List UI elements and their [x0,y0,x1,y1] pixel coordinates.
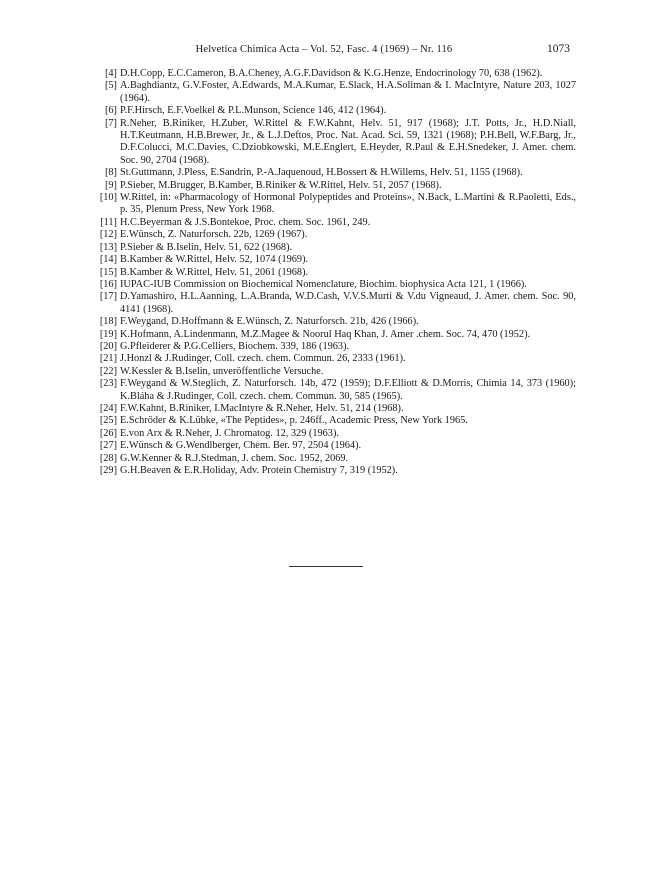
reference-number: [9] [104,179,117,191]
reference-number: [7] [104,117,117,129]
reference-number: [20] [99,340,117,352]
reference-text: E.von Arx & R.Neher, J. Chromatog. 12, 329 (1963). [120,427,339,439]
reference-text: W.Kessler & B.Iselin, unveröffentliche Versuche. [120,365,324,377]
reference-number: [10] [99,192,117,204]
reference-item [91,217,576,229]
reference-number: [4] [104,68,117,79]
reference-item [91,291,576,316]
reference-number: [26] [99,427,117,439]
reference-number: [15] [99,266,117,278]
reference-text: R.Neher, B.Riniker, H.Zuber, W.Rittel & F.W.Kahnt, Helv. 51, 917 (1968); J.T. Potts, Jr., H.D.Niall, H.T.Keutmann, H.B.Brewer, Jr., & L.J.Deftos, Proc. Nat. Acad. Sci. 59, 1321 (1968); P.H.Bell, W.F.Barg, Jr., D.F.Colucci, M.C.Davies, C.Dziobkowski, M.E.Englert, E.Heyder, R.Paul & E.H.Snedeker, J. Amer. chem. Soc. 90, 2704 (1968). [120,117,576,166]
reference-item [91,403,576,415]
reference-number: [5] [104,80,117,92]
reference-number: [27] [99,440,117,452]
reference-text: G.W.Kenner & R.J.Stedman, J. chem. Soc. 1952, 2069. [120,452,349,464]
reference-number: [25] [99,415,117,427]
reference-text: G.H.Beaven & E.R.Holiday, Adv. Protein Chemistry 7, 319 (1952). [120,465,398,476]
reference-item [91,167,576,179]
reference-item [91,353,576,365]
reference-item [91,105,576,117]
page-number: 1073 [547,43,570,55]
reference-item [91,341,576,353]
reference-text: F.Weygand, D.Hoffmann & E.Wünsch, Z. Naturforsch. 21b, 426 (1966). [120,316,419,328]
reference-number: [12] [99,229,117,241]
reference-text: A.Baghdiantz, G.V.Foster, A.Edwards, M.A.Kumar, E.Slack, H.A.Soliman & I. MacIntyre, Nature 203, 1027 (1964). [120,80,576,104]
reference-text: W.Rittel, in: «Pharmacology of Hormonal Polypeptides and Proteins», N.Back, L.Martini & R.Paoletti, Eds., p. 35, Plenum Press, New York 1968. [120,192,576,216]
reference-item [91,267,576,279]
reference-text: B.Kamber & W.Rittel, Helv. 51, 2061 (1968). [120,266,309,278]
reference-text: St.Guttmann, J.Pless, E.Sandrin, P.-A.Jaquenoud, H.Bossert & H.Willems, Helv. 51, 1155 (1968). [120,167,523,179]
reference-number: [14] [99,254,117,266]
reference-text: P.F.Hirsch, E.F.Voelkel & P.L.Munson, Science 146, 412 (1964). [120,105,387,117]
reference-item [91,68,576,80]
reference-text: F.W.Kahnt, B.Riniker, I.MacIntyre & R.Neher, Helv. 51, 214 (1968). [120,402,404,414]
reference-text: G.Pfleiderer & P.G.Celliers, Biochem. 339, 186 (1963). [120,340,350,352]
reference-number: [23] [99,378,117,390]
reference-number: [6] [104,105,117,117]
journal-header: Helvetica Chimica Acta – Vol. 52, Fasc. 4 (1969) – Nr. 116 [195,44,453,55]
reference-item [91,180,576,192]
reference-item [91,118,576,168]
reference-number: [21] [99,353,117,365]
reference-number: [8] [104,167,117,179]
reference-number: [13] [99,241,117,253]
reference-item [91,242,576,254]
reference-text: IUPAC-IUB Commission on Biochemical Nomenclature, Biochim. biophysica Acta 121, 1 (1966). [120,278,527,290]
reference-item [91,254,576,266]
running-header [0,44,648,60]
reference-item [91,378,576,403]
reference-text: J.Honzl & J.Rudinger, Coll. czech. chem. Commun. 26, 2333 (1961). [120,353,406,365]
reference-item [91,440,576,452]
reference-text: F.Weygand & W.Steglich, Z. Naturforsch. 14b, 472 (1959); D.F.Elliott & D.Morris, Chimia 14, 373 (1960); K.Bláha & J.Rudinger, Coll. czech. chem. Commun. 30, 585 (1965). [120,378,576,402]
reference-item [91,279,576,291]
reference-list [91,68,576,477]
reference-number: [24] [99,402,117,414]
reference-item [91,366,576,378]
reference-number: [19] [99,328,117,340]
reference-item [91,192,576,217]
reference-text: E.Schröder & K.Lübke, «The Peptides», p. 246ff., Academic Press, New York 1965. [120,415,468,427]
reference-text: D.H.Copp, E.C.Cameron, B.A.Cheney, A.G.F.Davidson & K.G.Henze, Endocrinology 70, 638 (1962). [120,68,543,79]
reference-text: K.Hofmann, A.Lindenmann, M.Z.Magee & Noorul Haq Khan, J. Amer .chem. Soc. 74, 470 (1952). [120,328,531,340]
reference-number: [22] [99,365,117,377]
reference-item [91,465,576,477]
reference-item [91,428,576,440]
reference-number: [11] [100,216,117,228]
reference-item [91,80,576,105]
reference-number: [29] [99,465,117,476]
reference-text: E.Wünsch & G.Wendlberger, Chem. Ber. 97, 2504 (1964). [120,440,362,452]
reference-number: [28] [99,452,117,464]
reference-item [91,316,576,328]
reference-number: [16] [99,278,117,290]
reference-text: H.C.Beyerman & J.S.Bontekoe, Proc. chem. Soc. 1961, 249. [120,216,371,228]
reference-text: D.Yamashiro, H.L.Aanning, L.A.Branda, W.D.Cash, V.V.S.Murti & V.du Vigneaud, J. Amer. chem. Soc. 90, 4141 (1968). [120,291,576,315]
reference-item [91,329,576,341]
reference-text: P.Sieber & B.Iselin, Helv. 51, 622 (1968). [120,241,293,253]
reference-number: [18] [99,316,117,328]
end-rule [289,566,363,567]
reference-number: [17] [99,291,117,303]
reference-item [91,415,576,427]
reference-item [91,229,576,241]
reference-item [91,453,576,465]
reference-text: B.Kamber & W.Rittel, Helv. 52, 1074 (1969). [120,254,309,266]
reference-text: E.Wünsch, Z. Naturforsch. 22b, 1269 (1967). [120,229,308,241]
reference-text: P.Sieber, M.Brugger, B.Kamber, B.Riniker & W.Rittel, Helv. 51, 2057 (1968). [120,179,442,191]
